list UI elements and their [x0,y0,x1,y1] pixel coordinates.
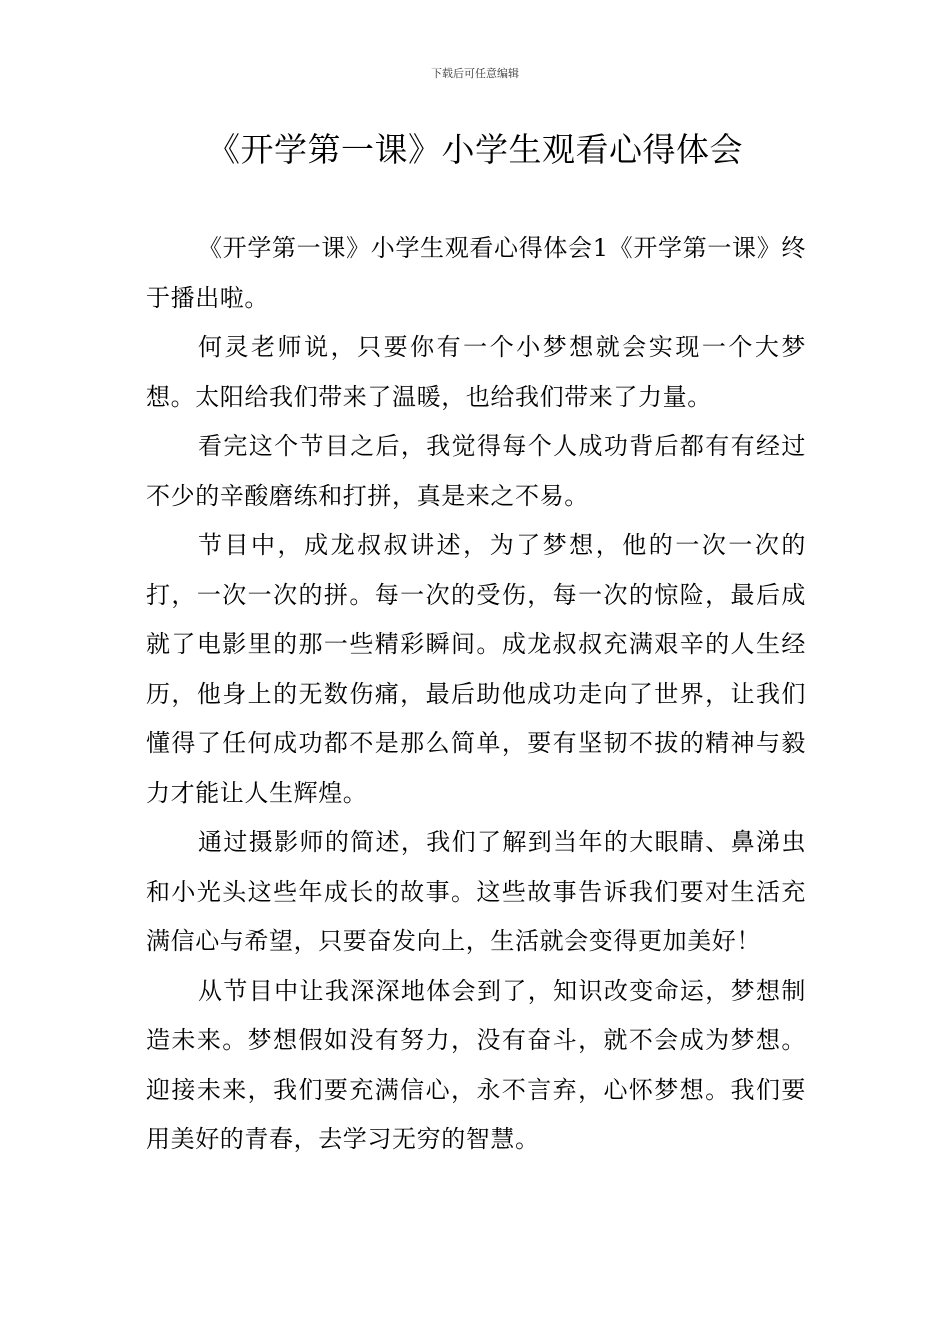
paragraph-3: 看完这个节目之后，我觉得每个人成功背后都有有经过不少的辛酸磨练和打拼，真是来之不易。 [146,432,806,510]
header-note: 下载后可任意编辑 [431,67,519,80]
document-body [146,224,806,1165]
paragraph-4: 节目中，成龙叔叔讲述，为了梦想，他的一次一次的打，一次一次的拼。每一次的受伤，每一次的惊险，最后成就了电影里的那一些精彩瞬间。成龙叔叔充满艰辛的人生经历，他身上的无数伤痛，最后助他成功走向了世界，让我们懂得了任何成功都不是那么简单，要有坚韧不拔的精神与毅力才能让人生辉煌。 [146,531,806,807]
paragraph-6: 从节目中让我深深地体会到了，知识改变命运，梦想制造未来。梦想假如没有努力，没有奋斗，就不会成为梦想。迎接未来，我们要充满信心，永不言弃，心怀梦想。我们要用美好的青春，去学习无穷的智慧。 [146,976,806,1153]
paragraph-5: 通过摄影师的简述，我们了解到当年的大眼睛、鼻涕虫和小光头这些年成长的故事。这些故事告诉我们要对生活充满信心与希望，只要奋发向上，生活就会变得更加美好！ [146,828,806,955]
paragraph-1: 《开学第一课》小学生观看心得体会1《开学第一课》终于播出啦。 [146,234,806,312]
paragraph-2: 何灵老师说，只要你有一个小梦想就会实现一个大梦想。太阳给我们带来了温暖，也给我们带来了力量。 [146,333,806,411]
document-title: 《开学第一课》小学生观看心得体会 [207,130,743,169]
